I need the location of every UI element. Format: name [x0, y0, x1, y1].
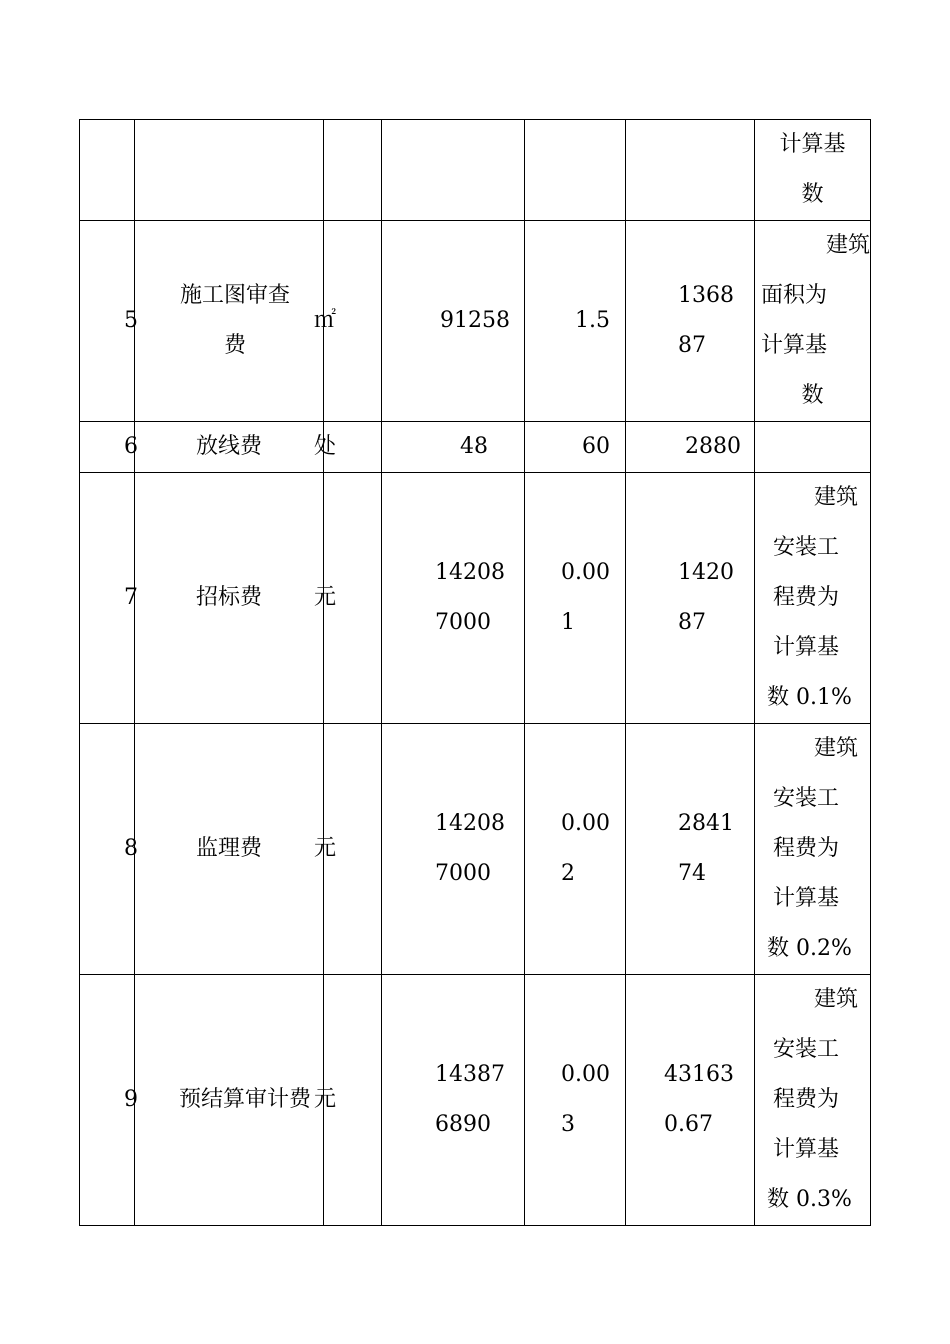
row-rate: 60 [525, 422, 626, 473]
row-unit: 元 [324, 975, 382, 1226]
note-line: 计算基 [773, 886, 840, 911]
row-rate: 0.003 [525, 975, 626, 1226]
note-line: 数 [801, 383, 824, 408]
row-amount: 2880 [626, 422, 755, 473]
note-line: 计算基 [761, 333, 828, 358]
row-rate: 0.002 [525, 724, 626, 975]
row-quantity: 91258 [382, 221, 525, 422]
row-index: 5 [80, 221, 135, 422]
row-note [755, 975, 871, 1226]
row-index: 6 [80, 422, 135, 473]
row-amount: 431630.67 [626, 975, 755, 1226]
note-line: 程费为 [773, 1087, 840, 1112]
note-line: 数 0.1% [767, 685, 852, 710]
note-line: 计算基 [773, 635, 840, 660]
row-item-name: 预结算审计费 [135, 975, 324, 1226]
table-row [80, 120, 871, 221]
row-rate: 0.001 [525, 473, 626, 724]
row-quantity: 142087000 [382, 724, 525, 975]
row-note [755, 120, 871, 221]
note-line: 数 0.2% [767, 936, 852, 961]
note-line: 建筑 [825, 233, 870, 258]
note-line: 安装工 [773, 786, 840, 811]
row-rate: 1.5 [525, 221, 626, 422]
row-note [755, 422, 871, 473]
row-item-name: 监理费 [135, 724, 324, 975]
row-item-name: 施工图审查费 [135, 221, 324, 422]
row-item-name: 招标费 [135, 473, 324, 724]
row-index: 7 [80, 473, 135, 724]
note-line: 面积为 [761, 283, 828, 308]
note-line: 程费为 [773, 585, 840, 610]
fee-table [79, 119, 871, 1226]
row-note [755, 473, 871, 724]
note-line: 数 [801, 182, 824, 207]
note-line: 数 0.3% [767, 1187, 852, 1212]
row-quantity [382, 120, 525, 221]
note-line: 计算基 [779, 132, 846, 157]
row-item-name: 放线费 [135, 422, 324, 473]
row-quantity: 48 [382, 422, 525, 473]
row-unit: 处 [324, 422, 382, 473]
note-line: 安装工 [773, 535, 840, 560]
row-unit: 元 [324, 724, 382, 975]
row-index: 8 [80, 724, 135, 975]
note-line: 建筑 [813, 987, 858, 1012]
row-index: 9 [80, 975, 135, 1226]
row-quantity: 142087000 [382, 473, 525, 724]
row-index [80, 120, 135, 221]
row-amount [626, 120, 755, 221]
row-unit [324, 120, 382, 221]
row-amount: 142087 [626, 473, 755, 724]
table-row [80, 422, 871, 473]
table-row [80, 473, 871, 724]
note-line: 计算基 [773, 1137, 840, 1162]
note-line: 程费为 [773, 836, 840, 861]
table-row [80, 975, 871, 1226]
row-note [755, 724, 871, 975]
row-unit: 元 [324, 473, 382, 724]
table-row [80, 221, 871, 422]
row-unit: ㎡ [324, 221, 382, 422]
row-rate [525, 120, 626, 221]
row-quantity: 143876890 [382, 975, 525, 1226]
row-item-name [135, 120, 324, 221]
row-note [755, 221, 871, 422]
table-row [80, 724, 871, 975]
note-line: 安装工 [773, 1037, 840, 1062]
row-amount: 136887 [626, 221, 755, 422]
row-amount: 284174 [626, 724, 755, 975]
note-line: 建筑 [813, 485, 858, 510]
note-line: 建筑 [813, 736, 858, 761]
